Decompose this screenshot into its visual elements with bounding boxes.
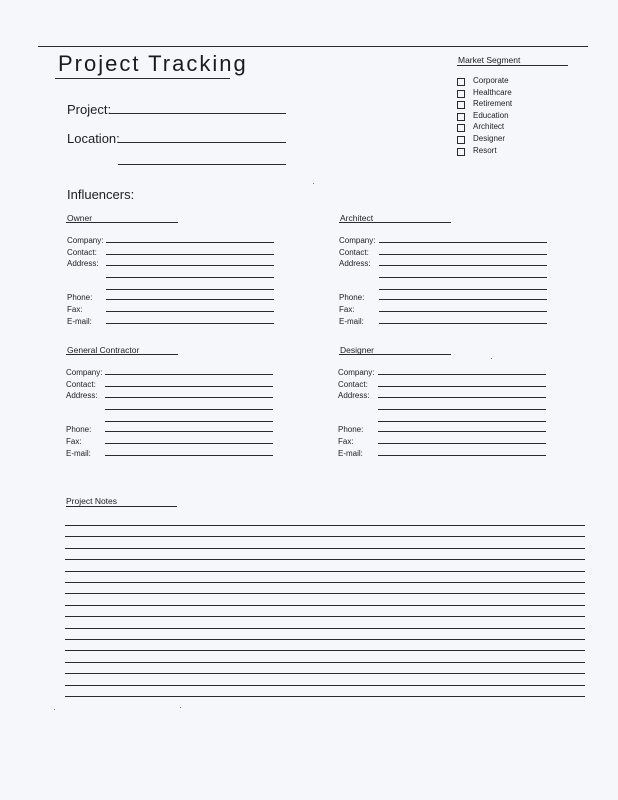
designer-company-label: Company: xyxy=(338,368,375,377)
architect-fax-label: Fax: xyxy=(339,305,355,314)
project-input-line[interactable] xyxy=(109,113,286,114)
market-segment-heading: Market Segment xyxy=(458,55,521,65)
general-contractor-phone-input-line[interactable] xyxy=(105,431,273,432)
owner-company-input-line[interactable] xyxy=(106,242,274,243)
designer-email-input-line[interactable] xyxy=(378,455,546,456)
owner-company-label: Company: xyxy=(67,236,104,245)
notes-line[interactable] xyxy=(65,685,585,686)
market-segment-underline xyxy=(457,65,568,66)
designer-contact-input-line[interactable] xyxy=(378,386,546,387)
general-contractor-fax-input-line[interactable] xyxy=(105,443,273,444)
architect-fax-input-line[interactable] xyxy=(379,311,547,312)
owner-address-2-input-line[interactable] xyxy=(106,277,274,278)
general-contractor-address-label: Address: xyxy=(66,391,98,400)
designer-fax-input-line[interactable] xyxy=(378,443,546,444)
owner-email-input-line[interactable] xyxy=(106,323,274,324)
architect-heading: Architect xyxy=(340,213,374,223)
general-contractor-contact-input-line[interactable] xyxy=(105,386,273,387)
designer-heading-underline xyxy=(339,354,451,355)
general-contractor-email-input-line[interactable] xyxy=(105,455,273,456)
checkbox-label-resort: Resort xyxy=(473,145,497,155)
page-title: Project Tracking xyxy=(58,51,248,76)
notes-line[interactable] xyxy=(65,536,585,537)
designer-address-label: Address: xyxy=(338,391,370,400)
designer-address-input-line[interactable] xyxy=(378,397,546,398)
owner-phone-input-line[interactable] xyxy=(106,299,274,300)
designer-phone-label: Phone: xyxy=(338,425,364,434)
notes-line[interactable] xyxy=(65,525,585,526)
scan-speck xyxy=(313,183,314,184)
architect-address-label: Address: xyxy=(339,259,371,268)
checkbox-label-architect: Architect xyxy=(473,122,505,132)
checkbox-label-retirement: Retirement xyxy=(473,99,513,109)
notes-line[interactable] xyxy=(65,628,585,629)
notes-line[interactable] xyxy=(65,650,585,651)
architect-address-2-input-line[interactable] xyxy=(379,277,547,278)
designer-email-label: E-mail: xyxy=(338,449,363,458)
notes-line[interactable] xyxy=(65,662,585,663)
location-input-line[interactable] xyxy=(118,142,286,143)
notes-line[interactable] xyxy=(65,605,585,606)
checkbox-healthcare[interactable] xyxy=(457,90,465,98)
general-contractor-fax-label: Fax: xyxy=(66,437,82,446)
architect-company-input-line[interactable] xyxy=(379,242,547,243)
owner-heading: Owner xyxy=(67,213,93,223)
owner-address-3-input-line[interactable] xyxy=(106,289,274,290)
title-underline xyxy=(55,78,230,79)
checkbox-retirement[interactable] xyxy=(457,101,465,109)
architect-phone-input-line[interactable] xyxy=(379,299,547,300)
architect-heading-underline xyxy=(339,222,451,223)
checkbox-education[interactable] xyxy=(457,113,465,121)
general-contractor-address-input-line[interactable] xyxy=(105,397,273,398)
owner-address-label: Address: xyxy=(67,259,99,268)
general-contractor-company-label: Company: xyxy=(66,368,103,377)
scan-speck xyxy=(491,358,492,359)
designer-phone-input-line[interactable] xyxy=(378,431,546,432)
designer-address-3-input-line[interactable] xyxy=(378,421,546,422)
notes-line[interactable] xyxy=(65,582,585,583)
general-contractor-heading-underline xyxy=(66,354,178,355)
project-notes-heading: Project Notes xyxy=(66,496,118,506)
project-label: Project: xyxy=(67,102,112,117)
checkbox-resort[interactable] xyxy=(457,148,465,156)
designer-fax-label: Fax: xyxy=(338,437,354,446)
general-contractor-address-3-input-line[interactable] xyxy=(105,421,273,422)
influencers-heading: Influencers: xyxy=(67,187,135,202)
scan-speck xyxy=(54,709,55,710)
notes-line[interactable] xyxy=(65,616,585,617)
architect-contact-label: Contact: xyxy=(339,247,369,257)
general-contractor-company-input-line[interactable] xyxy=(105,374,273,375)
owner-address-input-line[interactable] xyxy=(106,265,274,266)
owner-fax-label: Fax: xyxy=(67,305,83,314)
notes-line[interactable] xyxy=(65,559,585,560)
owner-email-label: E-mail: xyxy=(67,317,92,326)
owner-phone-label: Phone: xyxy=(67,293,93,302)
project-notes-heading-underline xyxy=(66,506,177,507)
checkbox-designer[interactable] xyxy=(457,136,465,144)
general-contractor-phone-label: Phone: xyxy=(66,425,92,434)
designer-heading: Designer xyxy=(340,345,375,355)
general-contractor-contact-label: Contact: xyxy=(66,379,96,389)
architect-email-input-line[interactable] xyxy=(379,323,547,324)
notes-line[interactable] xyxy=(65,696,585,697)
owner-heading-underline xyxy=(66,222,178,223)
notes-line[interactable] xyxy=(65,639,585,640)
location-label: Location: xyxy=(67,131,120,146)
architect-phone-label: Phone: xyxy=(339,293,365,302)
designer-company-input-line[interactable] xyxy=(378,374,546,375)
owner-contact-label: Contact: xyxy=(67,247,97,257)
architect-address-input-line[interactable] xyxy=(379,265,547,266)
notes-line[interactable] xyxy=(65,593,585,594)
designer-address-2-input-line[interactable] xyxy=(378,409,546,410)
architect-contact-input-line[interactable] xyxy=(379,254,547,255)
owner-fax-input-line[interactable] xyxy=(106,311,274,312)
checkbox-label-corporate: Corporate xyxy=(473,76,509,85)
checkbox-label-education: Education xyxy=(473,110,509,120)
checkbox-label-designer: Designer xyxy=(473,134,506,143)
checkbox-label-healthcare: Healthcare xyxy=(473,87,512,97)
notes-line[interactable] xyxy=(65,548,585,549)
designer-contact-label: Contact: xyxy=(338,379,368,389)
owner-contact-input-line[interactable] xyxy=(106,254,274,255)
location-input-line-2[interactable] xyxy=(118,164,286,165)
general-contractor-address-2-input-line[interactable] xyxy=(105,409,273,410)
general-contractor-email-label: E-mail: xyxy=(66,449,91,458)
notes-line[interactable] xyxy=(65,673,585,674)
scan-speck xyxy=(180,707,181,708)
top-rule xyxy=(38,46,588,47)
architect-address-3-input-line[interactable] xyxy=(379,289,547,290)
general-contractor-heading: General Contractor xyxy=(67,345,140,355)
architect-email-label: E-mail: xyxy=(339,317,364,326)
architect-company-label: Company: xyxy=(339,236,376,245)
checkbox-corporate[interactable] xyxy=(457,78,465,86)
checkbox-architect[interactable] xyxy=(457,124,465,132)
notes-line[interactable] xyxy=(65,571,585,572)
